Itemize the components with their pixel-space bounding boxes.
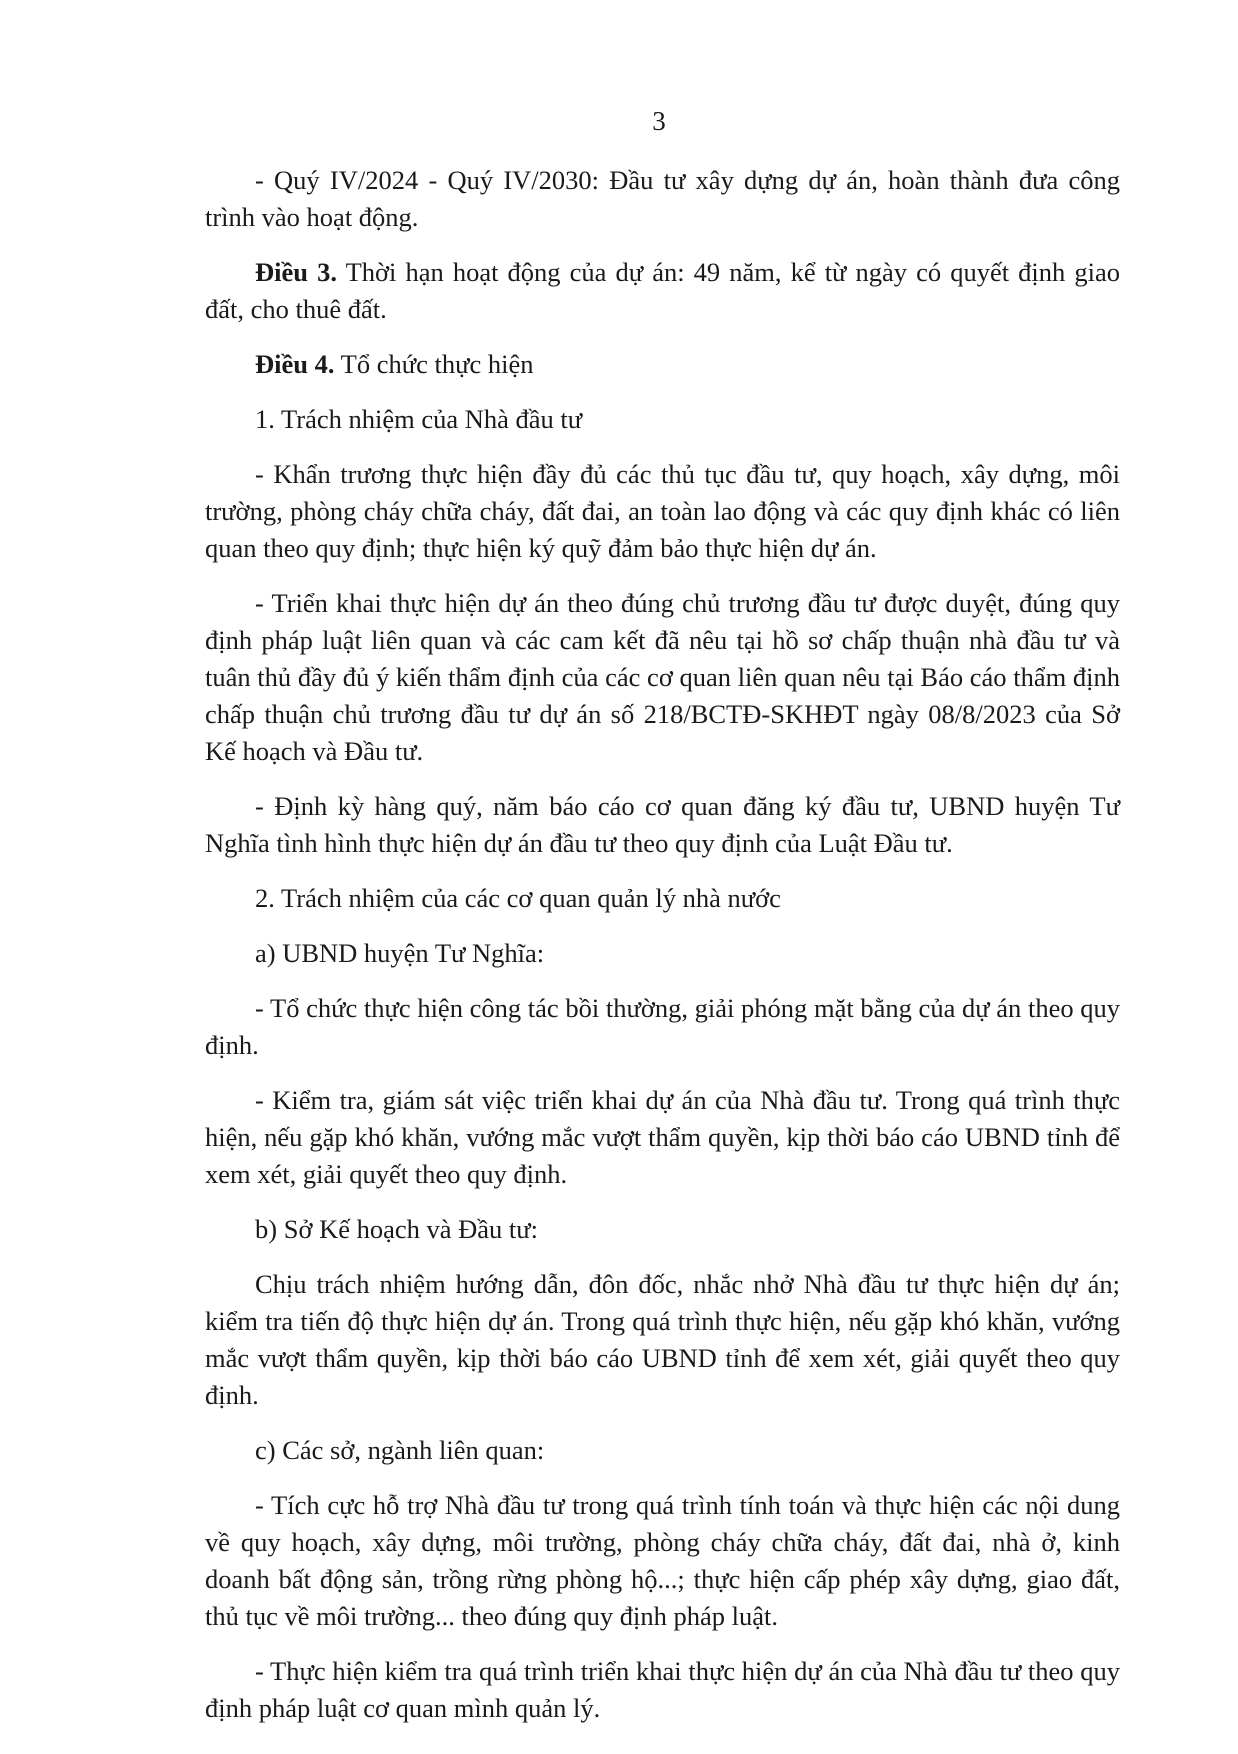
subsection-district: a) UBND huyện Tư Nghĩa: <box>255 938 545 968</box>
article-3-text: Thời hạn hoạt động của dự án: 49 năm, kể từ ngày có quyết định giao đất, cho thuê đất. <box>205 257 1120 324</box>
subsection-related-depts: c) Các sở, ngành liên quan: <box>255 1435 545 1465</box>
article-4-title: Điều 4. <box>255 349 335 379</box>
paragraph-implementation: - Triển khai thực hiện dự án theo đúng chủ trương đầu tư được duyệt, đúng quy định pháp luật liên quan và các cam kết đã nêu tại hồ sơ chấp thuận nhà đầu tư và tuân thủ đầy đủ ý kiến thẩm định của các cơ quan liên quan nêu tại Báo cáo thẩm định chấp thuận chủ trương đầu tư dự án số 218/BCTĐ-SKHĐT ngày 08/8/2023 của Sở Kế hoạch và Đầu tư. <box>205 588 1120 766</box>
paragraph-schedule: - Quý IV/2024 - Quý IV/2030: Đầu tư xây dựng dự án, hoàn thành đưa công trình vào hoạt động. <box>205 165 1120 232</box>
paragraph-reporting: - Định kỳ hàng quý, năm báo cáo cơ quan đăng ký đầu tư, UBND huyện Tư Nghĩa tình hình thực hiện dự án đầu tư theo quy định của Luật Đầu tư. <box>205 791 1120 858</box>
paragraph-support: - Tích cực hỗ trợ Nhà đầu tư trong quá trình tính toán và thực hiện các nội dung về quy hoạch, xây dựng, môi trường, phòng cháy chữa cháy, đất đai, nhà ở, kinh doanh bất động sản, trồng rừng phòng hộ...; thực hiện cấp phép xây dựng, giao đất, thủ tục về môi trường... theo đúng quy định pháp luật. <box>205 1490 1120 1631</box>
page-number: 3 <box>652 106 666 136</box>
paragraph-compensation: - Tổ chức thực hiện công tác bồi thường, giải phóng mặt bằng của dự án theo quy định. <box>205 993 1120 1060</box>
paragraph-inspection: - Kiểm tra, giám sát việc triển khai dự án của Nhà đầu tư. Trong quá trình thực hiện, nếu gặp khó khăn, vướng mắc vượt thẩm quyền, kịp thời báo cáo UBND tỉnh để xem xét, giải quyết theo quy định. <box>205 1085 1120 1189</box>
section-state-agencies: 2. Trách nhiệm của các cơ quan quản lý nhà nước <box>255 883 781 913</box>
article-4 <box>205 346 1120 383</box>
document-body <box>205 162 1120 1745</box>
article-4-text: Tổ chức thực hiện <box>334 349 534 379</box>
article-3-title: Điều 3. <box>255 257 337 287</box>
section-investor-responsibility: 1. Trách nhiệm của Nhà đầu tư <box>255 404 583 434</box>
paragraph-supervision: - Thực hiện kiểm tra quá trình triển khai thực hiện dự án của Nhà đầu tư theo quy định pháp luật cơ quan mình quản lý. <box>205 1656 1120 1723</box>
subsection-planning-dept: b) Sở Kế hoạch và Đầu tư: <box>255 1214 538 1244</box>
paragraph-guidance: Chịu trách nhiệm hướng dẫn, đôn đốc, nhắc nhở Nhà đầu tư thực hiện dự án; kiểm tra tiến độ thực hiện dự án. Trong quá trình thực hiện, nếu gặp khó khăn, vướng mắc vượt thẩm quyền, kịp thời báo cáo UBND tỉnh để xem xét, giải quyết theo quy định. <box>205 1269 1120 1410</box>
paragraph-procedures: - Khẩn trương thực hiện đầy đủ các thủ tục đầu tư, quy hoạch, xây dựng, môi trường, phòng cháy chữa cháy, đất đai, an toàn lao động và các quy định khác có liên quan theo quy định; thực hiện ký quỹ đảm bảo thực hiện dự án. <box>205 459 1120 563</box>
article-3 <box>205 254 1120 328</box>
